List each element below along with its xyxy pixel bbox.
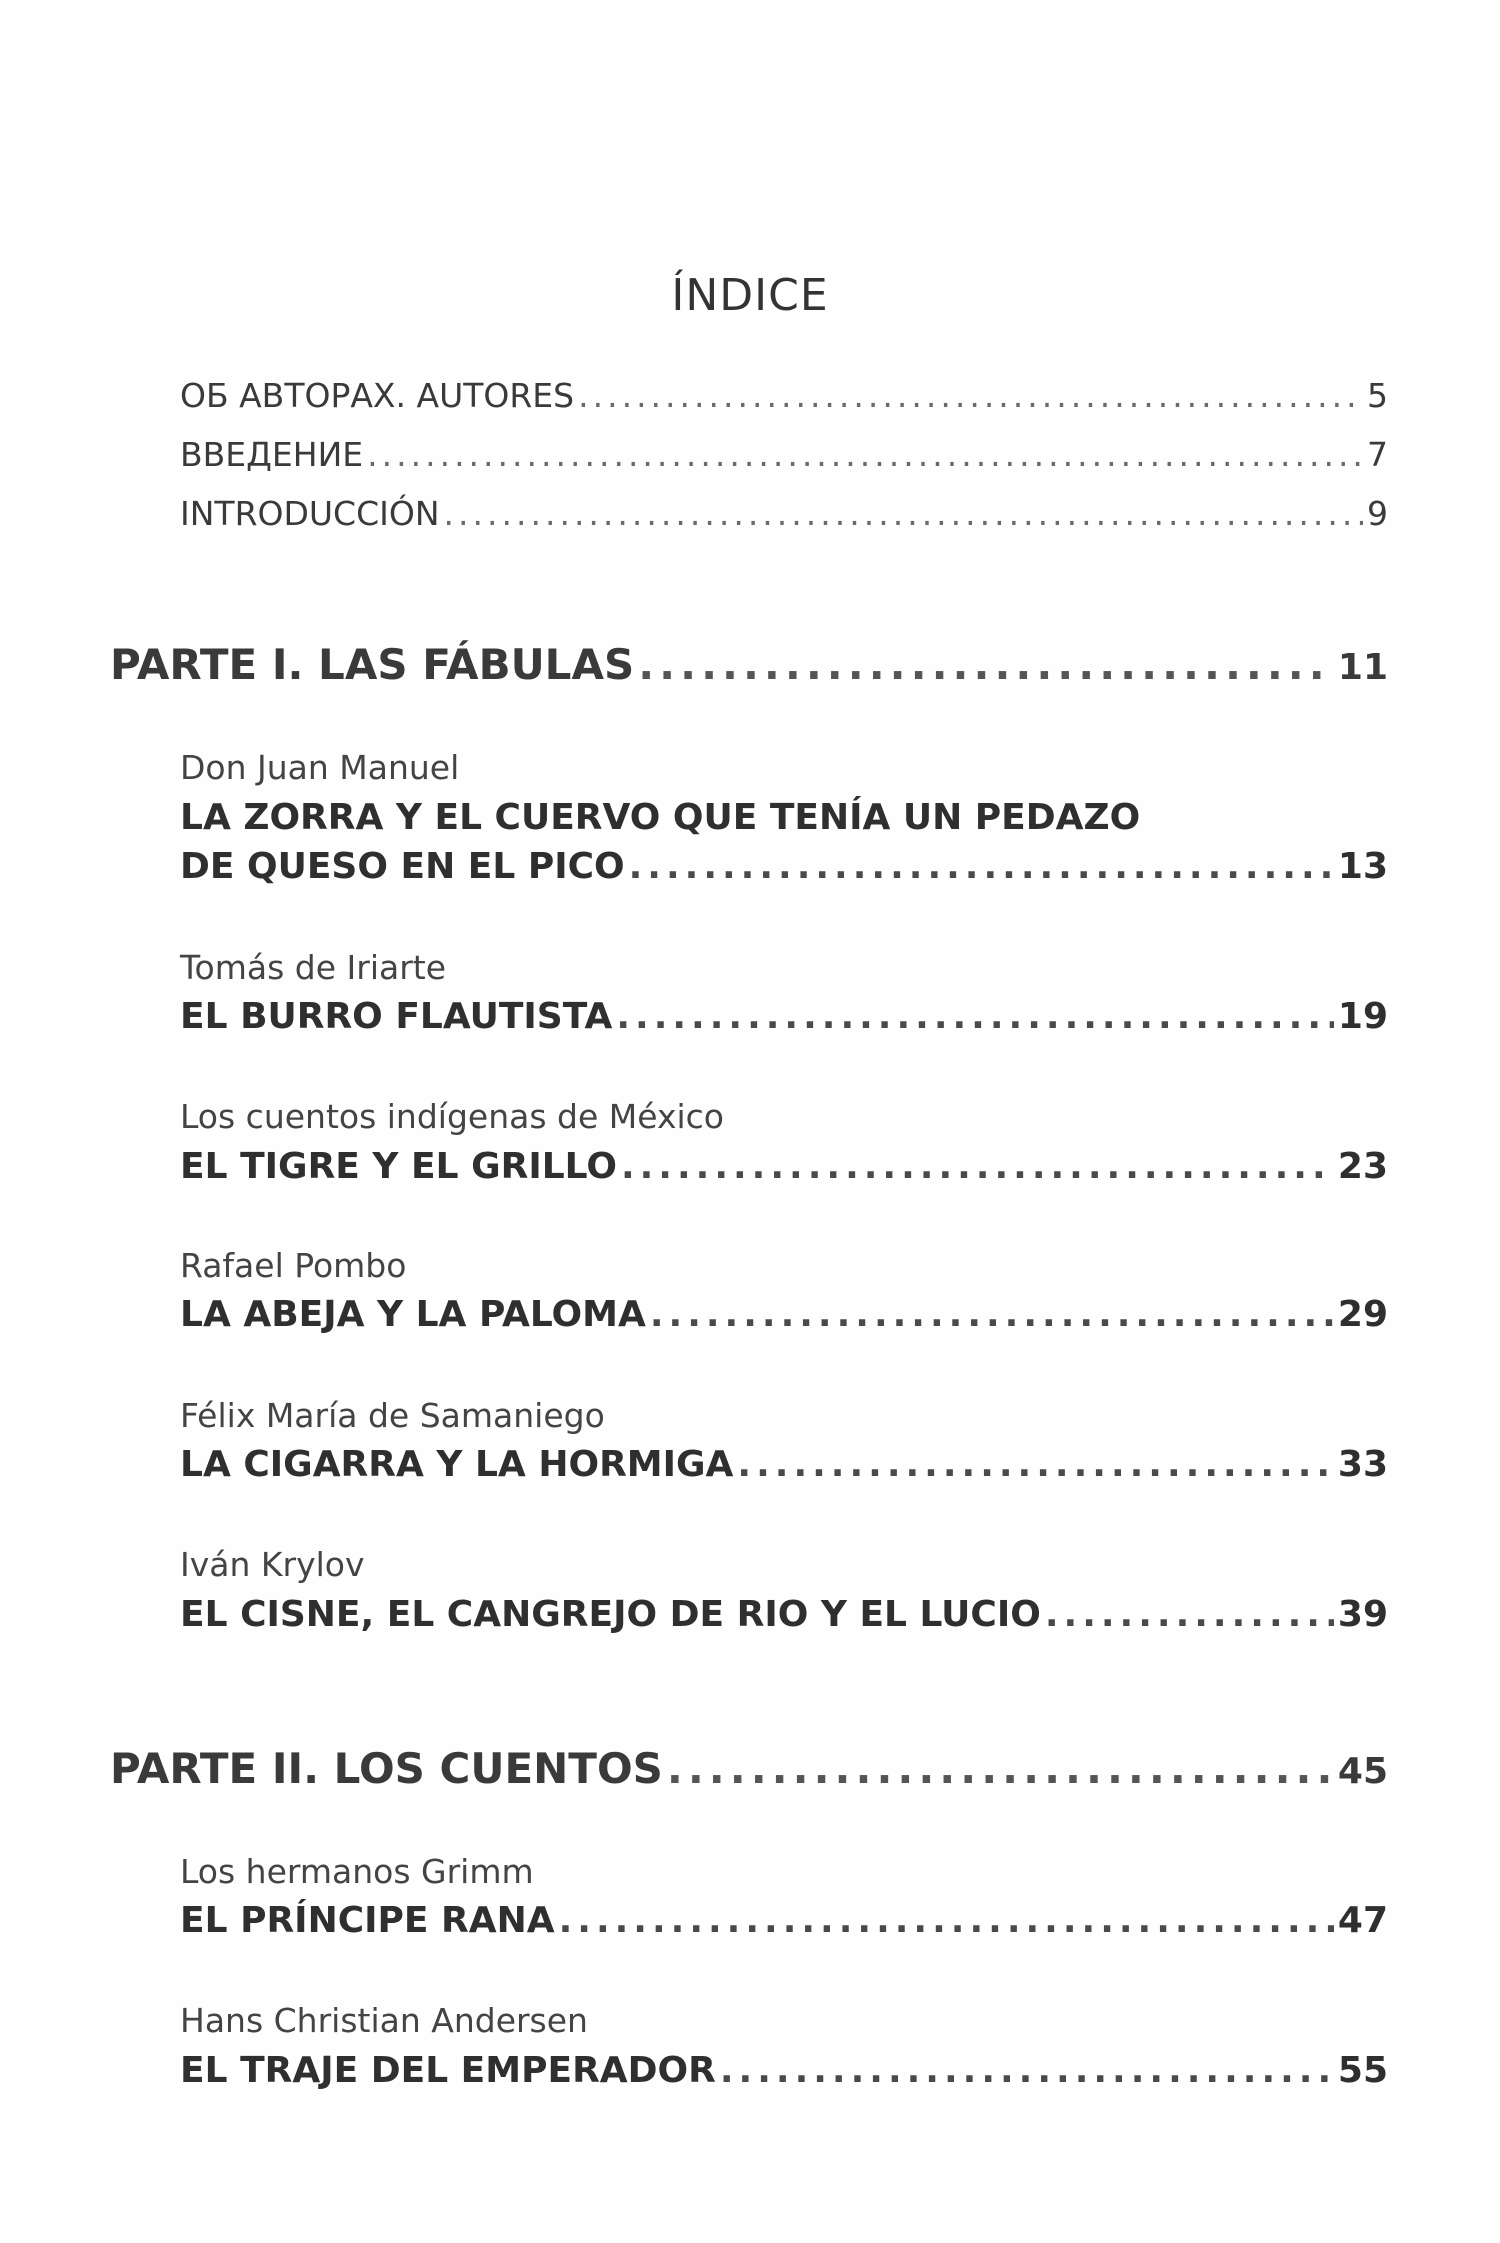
- toc-page-number: 55: [1337, 2050, 1388, 2091]
- toc-story-row[interactable]: [180, 996, 1388, 1037]
- toc-story-title: EL PRÍNCIPE RANA: [180, 1900, 555, 1941]
- toc-story-row[interactable]: [180, 1146, 1388, 1187]
- toc-story-row[interactable]: [180, 1444, 1388, 1485]
- dot-leader: [737, 1444, 1333, 1485]
- toc-entry-label: ВВЕДЕНИЕ: [180, 435, 364, 474]
- toc-front-row[interactable]: [180, 494, 1388, 533]
- part-label: PARTE I. LAS FÁBULAS: [110, 640, 635, 689]
- toc-story-row[interactable]: [180, 1294, 1388, 1335]
- toc-story-title: LA CIGARRA Y LA HORMIGA: [180, 1444, 734, 1485]
- dot-leader: [616, 996, 1334, 1037]
- toc-page-number: 9: [1367, 494, 1388, 533]
- toc-story-title: EL TIGRE Y EL GRILLO: [180, 1146, 617, 1187]
- toc-author: Iván Krylov: [180, 1545, 365, 1584]
- toc-author: Félix María de Samaniego: [180, 1396, 605, 1435]
- toc-part-heading[interactable]: [110, 640, 1388, 689]
- dot-leader: [367, 435, 1363, 474]
- toc-page-number: 13: [1337, 846, 1388, 887]
- toc-page-number: 39: [1337, 1594, 1388, 1635]
- dot-leader: [667, 1744, 1334, 1793]
- toc-page-number: 11: [1337, 647, 1388, 688]
- toc-story-row[interactable]: [180, 846, 1388, 887]
- toc-page-number: 5: [1367, 376, 1388, 415]
- page-title: ÍNDICE: [671, 270, 829, 321]
- toc-part-heading[interactable]: [110, 1744, 1388, 1793]
- dot-leader: [578, 376, 1363, 415]
- toc-story-title: EL CISNE, EL CANGREJO DE RIO Y EL LUCIO: [180, 1594, 1041, 1635]
- toc-author: Rafael Pombo: [180, 1246, 407, 1285]
- toc-story-title: EL BURRO FLAUTISTA: [180, 996, 613, 1037]
- toc-page-number: 47: [1337, 1900, 1388, 1941]
- dot-leader: [720, 2050, 1334, 2091]
- toc-author: Tomás de Iriarte: [180, 948, 447, 987]
- toc-story-row[interactable]: [180, 1594, 1388, 1635]
- dot-leader: [444, 494, 1363, 533]
- dot-leader: [650, 1294, 1334, 1335]
- toc-entry-label: ОБ АВТОРАХ. AUTORES: [180, 376, 575, 415]
- toc-front-row[interactable]: [180, 376, 1388, 415]
- toc-page-number: 19: [1337, 996, 1388, 1037]
- dot-leader: [559, 1900, 1334, 1941]
- dot-leader: [638, 640, 1334, 689]
- toc-story-title: EL TRAJE DEL EMPERADOR: [180, 2050, 716, 2091]
- dot-leader: [629, 846, 1334, 887]
- toc-page-number: 7: [1367, 435, 1388, 474]
- toc-page-number: 33: [1337, 1444, 1388, 1485]
- toc-author: Los hermanos Grimm: [180, 1852, 534, 1891]
- toc-story-title: DE QUESO EN EL PICO: [180, 846, 625, 887]
- toc-page-number: 45: [1337, 1751, 1388, 1792]
- dot-leader: [1045, 1594, 1334, 1635]
- toc-story-title-line[interactable]: LA ZORRA Y EL CUERVO QUE TENÍA UN PEDAZO: [180, 797, 1141, 838]
- toc-story-row[interactable]: [180, 2050, 1388, 2091]
- toc-author: Los cuentos indígenas de México: [180, 1097, 725, 1136]
- toc-story-row[interactable]: [180, 1900, 1388, 1941]
- toc-front-row[interactable]: [180, 435, 1388, 474]
- toc-author: Hans Christian Andersen: [180, 2001, 588, 2040]
- part-label: PARTE II. LOS CUENTOS: [110, 1744, 663, 1793]
- toc-author: Don Juan Manuel: [180, 748, 460, 787]
- toc-entry-label: INTRODUCCIÓN: [180, 494, 440, 533]
- toc-page-number: 23: [1337, 1146, 1388, 1187]
- toc-story-title: LA ABEJA Y LA PALOMA: [180, 1294, 646, 1335]
- toc-page-number: 29: [1337, 1294, 1388, 1335]
- dot-leader: [621, 1146, 1334, 1187]
